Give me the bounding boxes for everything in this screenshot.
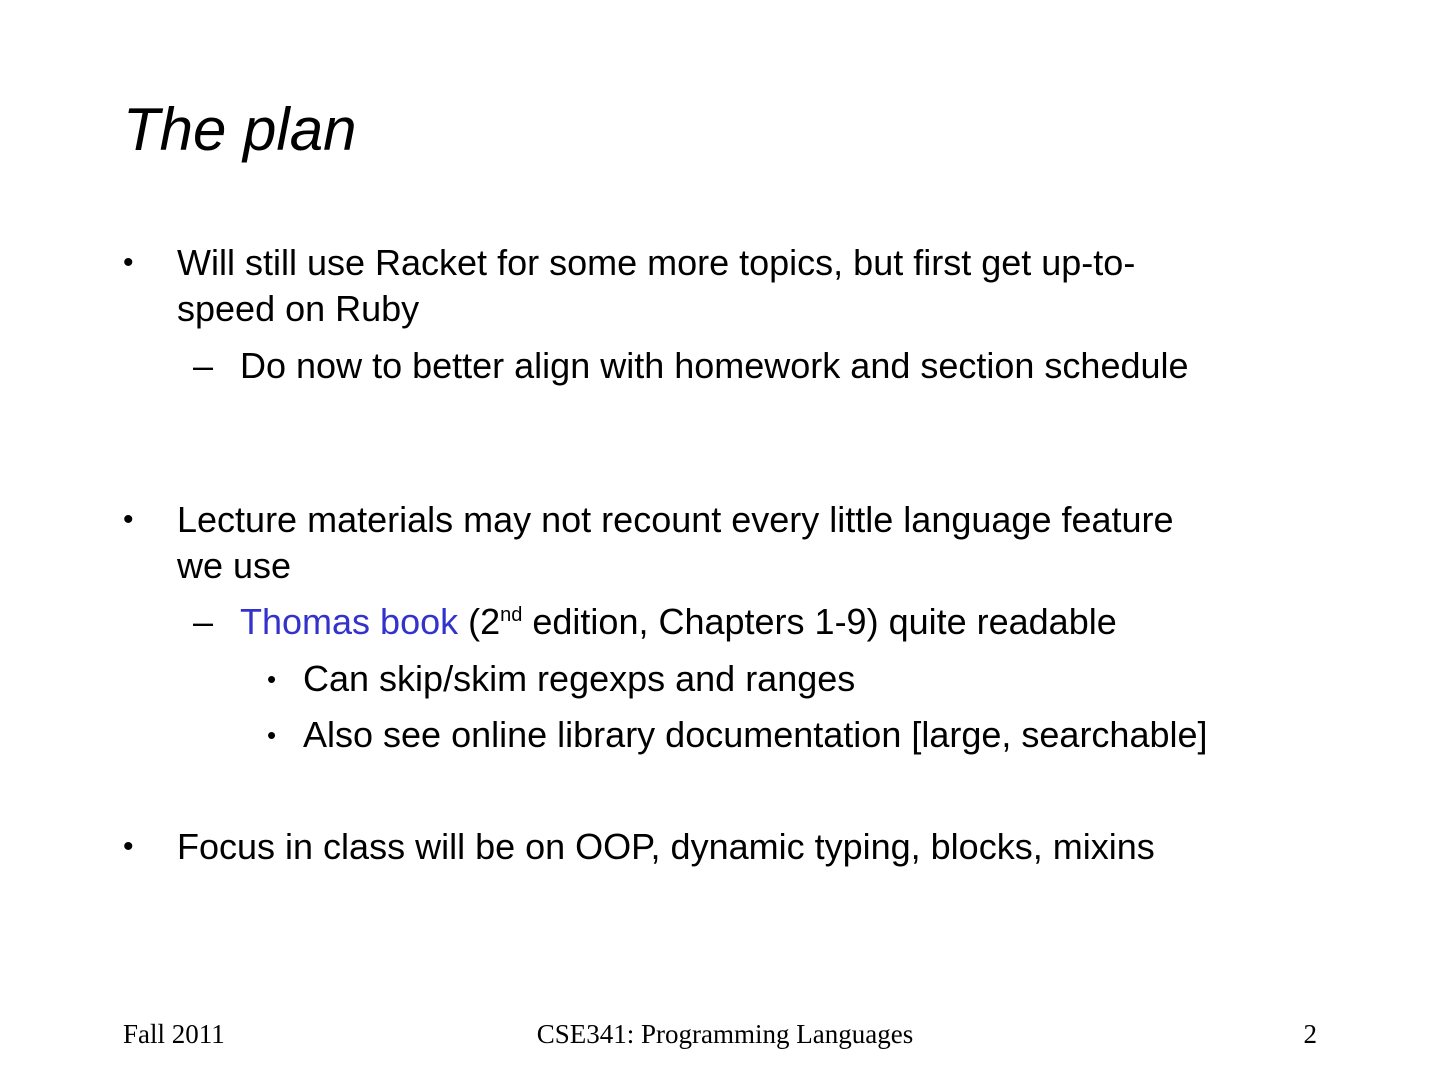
bullet-1-sub-text: Do now to better align with homework and section schedule: [240, 345, 1189, 386]
bullet-1-text: [177, 240, 1135, 332]
sub-sub-bullet-marker: •: [267, 720, 277, 750]
sub-sub-bullet-marker: •: [267, 664, 277, 694]
sub-bullet-dash: –: [193, 601, 214, 642]
sub-sub-item-1: Can skip/skim regexps and ranges: [303, 658, 856, 699]
bullet-1-line-1: Will still use Racket for some more topics, but first get up-to-: [177, 242, 1136, 283]
thomas-book-link[interactable]: Thomas book: [240, 601, 459, 642]
sub-sub-item-2: Also see online library documentation [large, searchable]: [303, 714, 1208, 755]
footer-slide-number: 2: [1303, 1019, 1317, 1049]
bullet-2-line-1: Lecture materials may not recount every little language feature: [177, 499, 1174, 540]
bullet-1-line-2: speed on Ruby: [177, 288, 420, 329]
bullet-3-text: Focus in class will be on OOP, dynamic typing, blocks, mixins: [177, 826, 1155, 867]
footer-term: Fall 2011: [123, 1019, 225, 1049]
slide-title: The plan: [123, 96, 357, 163]
edition-superscript: nd: [500, 604, 523, 626]
edition-open: (2: [458, 601, 501, 642]
bullet-2-line-2: we use: [177, 545, 292, 586]
footer-course: CSE341: Programming Languages: [536, 1019, 914, 1049]
bullet-marker: •: [123, 246, 134, 279]
bullet-marker: •: [123, 503, 134, 536]
bullet-marker: •: [123, 830, 134, 863]
sub-bullet-dash: –: [193, 345, 214, 386]
edition-rest: edition, Chapters 1-9) quite readable: [522, 601, 1117, 642]
bullet-2-text: [177, 497, 1174, 589]
bullet-2-sub-text: [240, 599, 1117, 645]
